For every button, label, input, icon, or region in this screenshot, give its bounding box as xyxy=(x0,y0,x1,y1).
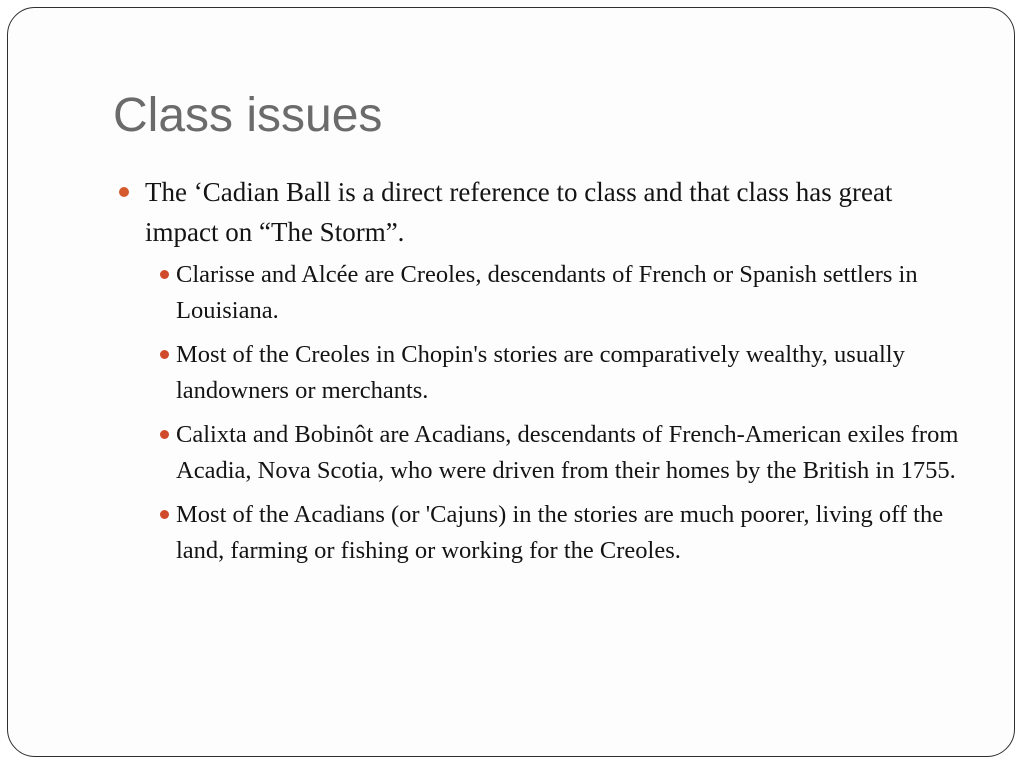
sub-bullet-text: Most of the Acadians (or 'Cajuns) in the stories are much poorer, living off the land, farming or fishing or working for the Creoles. xyxy=(176,501,944,564)
sub-bullet-item-creoles xyxy=(115,257,965,329)
slide-frame xyxy=(7,7,1015,757)
sub-bullet-dot-icon xyxy=(160,350,169,359)
sub-bullet-dot-icon xyxy=(160,270,169,279)
sub-bullet-text: Calixta and Bobinôt are Acadians, descendants of French-American exiles from Acadia, Nova Scotia, who were driven from their homes by the British in 1755. xyxy=(176,421,959,484)
sub-bullet-text: Clarisse and Alcée are Creoles, descendants of French or Spanish settlers in Louisiana. xyxy=(176,261,918,324)
sub-bullet-item-acadians xyxy=(115,417,965,489)
bullet-dot-icon xyxy=(119,187,129,197)
sub-bullet-text: Most of the Creoles in Chopin's stories are comparatively wealthy, usually landowners or merchants. xyxy=(176,341,905,404)
slide-body xyxy=(115,172,965,577)
bullet-item-cadian-ball xyxy=(115,172,965,252)
bullet-text: The ‘Cadian Ball is a direct reference to class and that class has great impact on “The Storm”. xyxy=(145,177,893,247)
slide-title: Class issues xyxy=(113,89,383,142)
sub-bullet-dot-icon xyxy=(160,510,169,519)
sub-bullet-dot-icon xyxy=(160,430,169,439)
sub-bullet-item-creoles-wealthy xyxy=(115,337,965,409)
sub-bullet-item-acadians-poorer xyxy=(115,497,965,569)
